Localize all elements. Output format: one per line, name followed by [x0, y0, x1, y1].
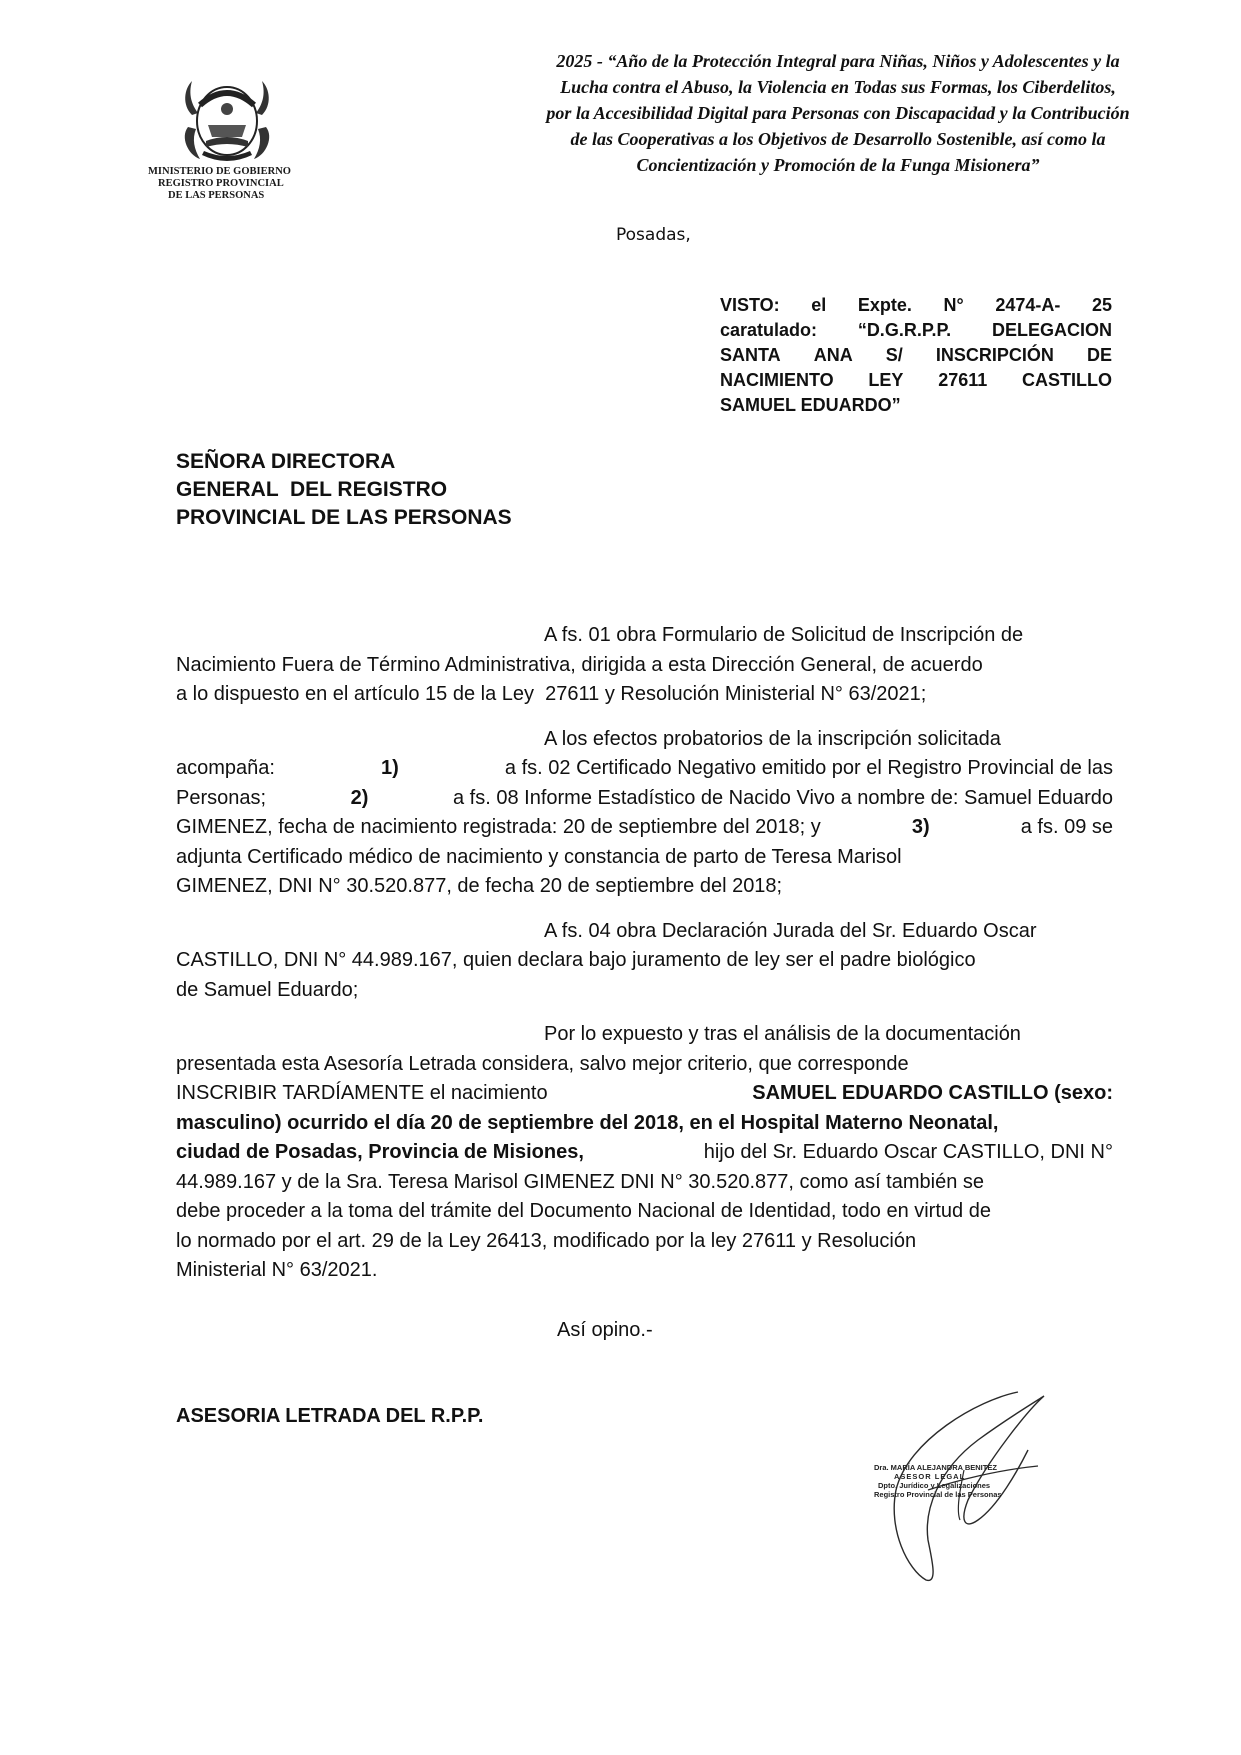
signatory-office: ASESORIA LETRADA DEL R.P.P.: [176, 1405, 484, 1427]
legal-advisor-stamp: [874, 1463, 1030, 1499]
paragraph-4: Por lo expuesto y tras el análisis de la documentación presentada esta Asesoría Letrada considera, salvo mejor criterio, que corresponde INSCRIBIR TARDÍAMENTE el nacimiento SAMUEL EDUARDO CASTILLO (sexo: masculino) ocurrido el día 20 de septiembre del 2018, en el Hospital Materno Neonatal, ciudad de Posadas, Provincia de Misiones, hijo del Sr. Eduardo Oscar CASTILLO, DNI N° 44.989.167 y de la Sra. Teresa Marisol GIMENEZ DNI N° 30.520.877, como así también se debe proceder a la toma del trámite del Documento Nacional de Identidad, todo en virtud de lo normado por el art. 29 de la Ley 26413, modificado por la ley 27611 y Resolución Ministerial N° 63/2021.: [176, 1023, 1113, 1281]
document-body: [176, 621, 1113, 1301]
addressee-line: GENERAL DEL REGISTRO: [176, 478, 448, 501]
closing-phrase: Así opino.-: [557, 1319, 653, 1341]
place-date: Posadas,: [616, 225, 691, 245]
addressee-line: PROVINCIAL DE LAS PERSONAS: [176, 506, 512, 529]
visto-line: NACIMIENTO LEY 27611 CASTILLO: [720, 370, 1112, 390]
paragraph-2: A los efectos probatorios de la inscripción solicitada acompaña: 1) a fs. 02 Certificado Negativo emitido por el Registro Provincial de las Personas; 2) a fs. 08 Informe Estadístico de Nacido Vivo a nombre de: Samuel Eduardo GIMENEZ, fecha de nacimiento registrada: 20 de septiembre del 2018; y 3) a fs. 09 se adjunta Certificado médico de nacimiento y constancia de parto de Teresa Marisol GIMENEZ, DNI N° 30.520.877, de fecha 20 de septiembre del 2018;: [176, 727, 1113, 897]
motto-line: 2025 - “Año de la Protección Integral para Niñas, Niños y Adolescentes y la: [556, 51, 1120, 71]
visto-line: SAMUEL EDUARDO”: [720, 395, 901, 415]
stamp-line: Dra. MARÍA ALEJANDRA BENITEZ: [874, 1463, 997, 1472]
year-motto: [478, 48, 1198, 178]
ministry-heading: [148, 166, 338, 202]
visto-block: [720, 293, 1112, 418]
addressee-line: SEÑORA DIRECTORA: [176, 450, 396, 473]
motto-line: por la Accesibilidad Digital para Personas con Discapacidad y la Contribución: [546, 103, 1130, 123]
ministry-line-1: MINISTERIO DE GOBIERNO: [148, 166, 291, 177]
visto-line: VISTO: el Expte. N° 2474-A- 25: [720, 295, 1112, 315]
visto-line: SANTA ANA S/ INSCRIPCIÓN DE: [720, 345, 1112, 365]
motto-line: Concientización y Promoción de la Funga Misionera”: [636, 155, 1040, 175]
ministry-line-2: REGISTRO PROVINCIAL: [158, 178, 284, 189]
visto-line: caratulado: “D.G.R.P.P. DELEGACION: [720, 320, 1112, 340]
motto-line: Lucha contra el Abuso, la Violencia en Todas sus Formas, los Ciberdelitos,: [560, 77, 1116, 97]
motto-line: de las Cooperativas a los Objetivos de Desarrollo Sostenible, así como la: [570, 129, 1106, 149]
paragraph-1: A fs. 01 obra Formulario de Solicitud de Inscripción de Nacimiento Fuera de Término Administrativa, dirigida a esta Dirección General, de acuerdo a lo dispuesto en el artículo 15 de la Ley 27611 y Resolución Ministerial N° 63/2021;: [176, 624, 1024, 705]
crest-text: PROVINCIA DE MISIONES: [197, 162, 257, 167]
stamp-line: Dpto. Jurídico y Legalizaciones: [878, 1481, 991, 1490]
province-crest-logo: [178, 75, 276, 167]
addressee: [176, 448, 512, 532]
paragraph-3: A fs. 04 obra Declaración Jurada del Sr. Eduardo Oscar CASTILLO, DNI N° 44.989.167, quien declara bajo juramento de ley ser el padre biológico de Samuel Eduardo;: [176, 919, 1037, 1001]
stamp-line: ASESOR LEGAL: [894, 1472, 966, 1481]
stamp-line: Registro Provincial de las Personas: [874, 1490, 1002, 1499]
ministry-line-3: DE LAS PERSONAS: [168, 190, 265, 201]
